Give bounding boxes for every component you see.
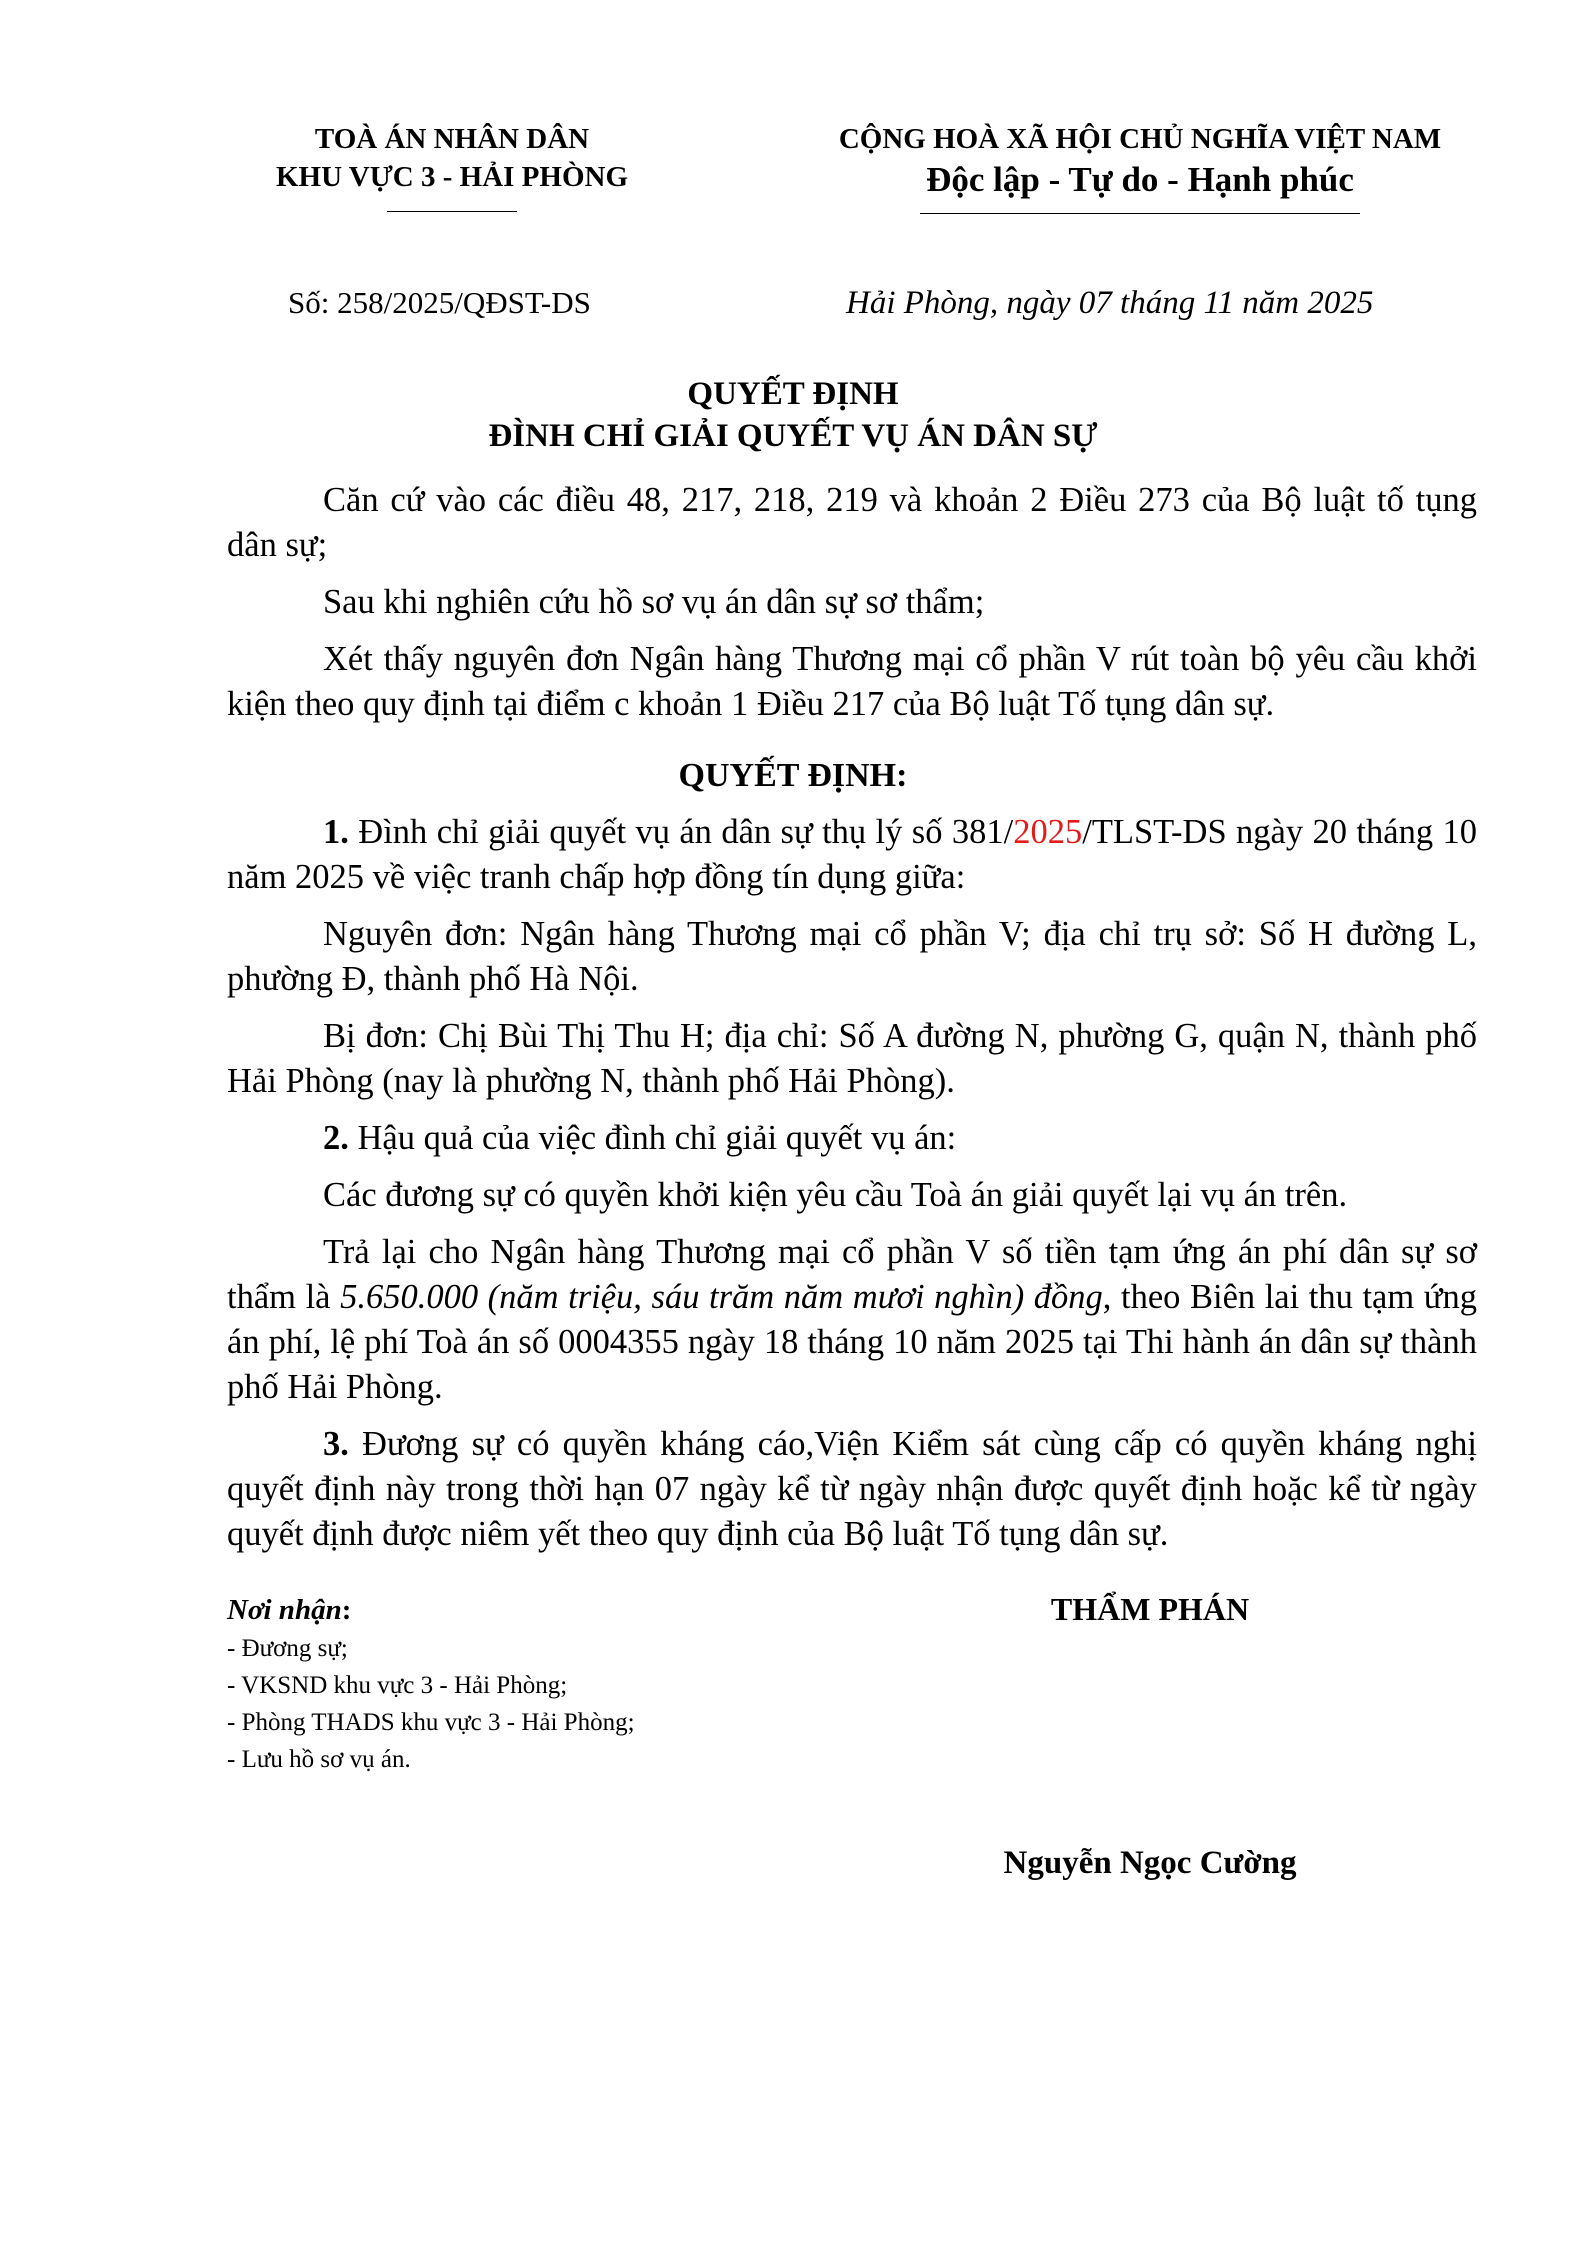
recipients-heading — [227, 1590, 827, 1630]
consequence-paragraph: Các đương sự có quyền khởi kiện yêu cầu Toà án giải quyết lại vụ án trên. — [323, 1176, 1348, 1214]
section-1-year-highlight: 2025 — [1013, 813, 1083, 851]
section-2-heading: Hậu quả của việc đình chỉ giải quyết vụ án: — [348, 1119, 957, 1157]
court-name: TOÀ ÁN NHÂN DÂN — [314, 123, 590, 155]
refund-amount: 5.650.000 (năm triệu, sáu trăm năm mươi nghìn) đồng — [340, 1278, 1103, 1316]
recipients-block — [227, 1590, 827, 1778]
finding-statement: Xét thấy nguyên đơn Ngân hàng Thương mại cổ phần V rút toàn bộ yêu cầu khởi kiện theo quy định tại điểm c khoản 1 Điều 217 của Bộ luật Tố tụng dân sự. — [227, 640, 1477, 723]
motto-underline — [920, 213, 1360, 214]
national-motto: Độc lập - Tự do - Hạnh phúc — [926, 160, 1354, 199]
section-1-text-a: Đình chỉ giải quyết vụ án dân sự thụ lý số 381/ — [348, 813, 1014, 851]
national-header — [770, 120, 1510, 202]
court-underline — [387, 211, 517, 212]
recipients-heading-text: Nơi nhận — [227, 1594, 342, 1626]
plaintiff-info: Nguyên đơn: Ngân hàng Thương mại cổ phần V; địa chỉ trụ sở: Số H đường L, phường Đ, thành phố Hà Nội. — [227, 915, 1477, 998]
decision-body — [227, 810, 1477, 1569]
recipient-item: - VKSND khu vực 3 - Hải Phòng; — [227, 1672, 568, 1699]
court-district: KHU VỰC 3 - HẢI PHÒNG — [275, 161, 629, 193]
recipients-heading-colon: : — [341, 1594, 352, 1626]
defendant-info: Bị đơn: Chị Bùi Thị Thu H; địa chỉ: Số A đường N, phường G, quận N, thành phố Hải Phòng (nay là phường N, thành phố Hải Phòng). — [227, 1017, 1477, 1100]
refund-paragraph — [227, 1230, 1477, 1410]
national-title: CỘNG HOÀ XÃ HỘI CHỦ NGHĨA VIỆT NAM — [838, 123, 1442, 155]
section-2 — [227, 1116, 1477, 1161]
refund-text-a: Trả lại cho Ngân hàng Thương mại cổ phần V số tiền tạm ứng án phí dân sự sơ thẩm là — [227, 1233, 1477, 1316]
judge-name: Nguyễn Ngọc Cường — [1003, 1845, 1297, 1881]
review-statement: Sau khi nghiên cứu hồ sơ vụ án dân sự sơ thẩm; — [323, 583, 985, 621]
judge-title: THẨM PHÁN — [1050, 1591, 1250, 1627]
document-title: QUYẾT ĐỊNH — [687, 376, 899, 412]
document-number: Số: 258/2025/QĐST-DS — [288, 285, 591, 320]
recipient-item: - Phòng THADS khu vực 3 - Hải Phòng; — [227, 1709, 635, 1736]
document-date: Hải Phòng, ngày 07 tháng 11 năm 2025 — [846, 285, 1374, 321]
section-3-text: Đương sự có quyền kháng cáo,Viện Kiểm sát cùng cấp có quyền kháng nghị quyết định này trong thời hạn 07 ngày kể từ ngày nhận được quyết định hoặc kể từ ngày quyết định được niêm yết theo quy định của Bộ luật Tố tụng dân sự. — [227, 1425, 1477, 1553]
section-2-number: 2. — [323, 1119, 349, 1157]
preamble — [227, 478, 1477, 727]
section-3-number: 3. — [323, 1425, 349, 1463]
court-header — [232, 120, 672, 196]
legal-basis: Căn cứ vào các điều 48, 217, 218, 219 và khoản 2 Điều 273 của Bộ luật tố tụng dân sự; — [227, 481, 1477, 564]
decision-heading: QUYẾT ĐỊNH: — [678, 757, 908, 794]
section-1-text-b: /TLST-DS ngày 20 tháng 10 năm 2025 về việc tranh chấp hợp đồng tín dụng giữa: — [227, 813, 1477, 896]
recipient-item: - Đương sự; — [227, 1635, 348, 1662]
recipient-item: - Lưu hồ sơ vụ án. — [227, 1746, 411, 1773]
section-1-number: 1. — [323, 813, 349, 851]
section-1 — [227, 810, 1477, 900]
section-3 — [227, 1422, 1477, 1557]
document-subtitle: ĐÌNH CHỈ GIẢI QUYẾT VỤ ÁN DÂN SỰ — [488, 418, 1098, 454]
refund-text-b: , theo Biên lai thu tạm ứng án phí, lệ phí Toà án số 0004355 ngày 18 tháng 10 năm 2025 tại Thi hành án dân sự thành phố Hải Phòng. — [227, 1278, 1477, 1406]
